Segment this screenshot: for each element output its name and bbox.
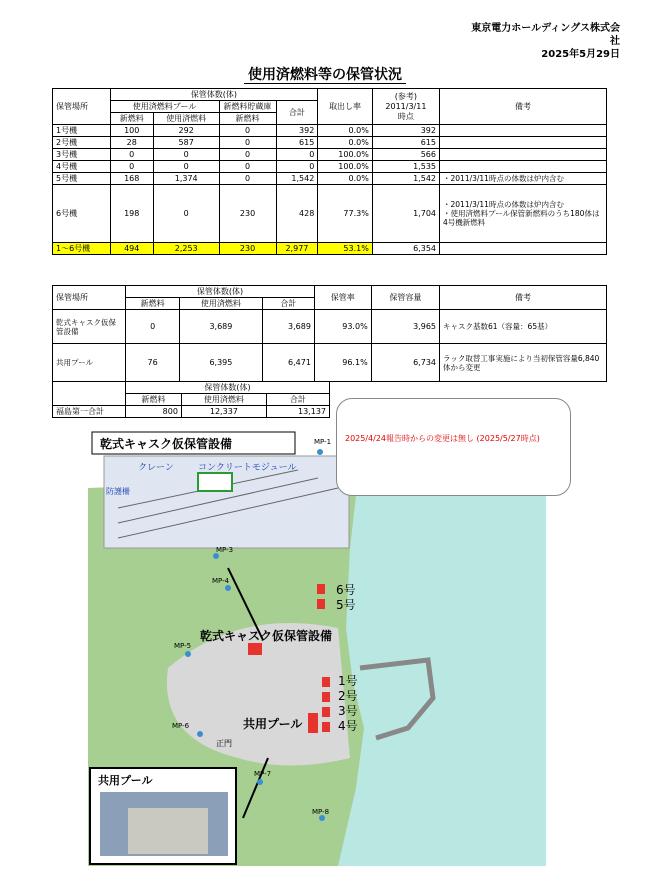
- table-row: 福島第一合計 800 12,337 13,137: [53, 406, 330, 418]
- header: [470, 22, 620, 61]
- svg-text:MP-4: MP-4: [212, 577, 230, 585]
- table-row: 4号機 0 0 0 0 100.0% 1,535: [53, 161, 607, 173]
- table-row: 6号機 198 0 230 428 77.3% 1,704 ・2011/3/11時点の体数は炉内含む ・使用済燃料プール保管新燃料のうち180体は4号機新燃料: [53, 185, 607, 243]
- unit1-label: 1号: [338, 674, 358, 688]
- gate-label: 正門: [216, 739, 232, 748]
- unit5-label: 5号: [336, 598, 356, 612]
- dry-cask-map-label: 乾式キャスク仮保管設備: [200, 629, 333, 643]
- total-table: 保管体数(体) 新燃料 使用済燃料 合計 福島第一合計 800 12,337 13,137: [52, 381, 330, 418]
- dry-cask-title: 乾式キャスク仮保管設備: [100, 437, 233, 451]
- svg-text:MP-5: MP-5: [174, 642, 192, 650]
- table-row: 乾式キャスク仮保管設備 0 3,689 3,689 93.0% 3,965 キャスク基数61（容量：65基）: [53, 310, 607, 344]
- report-date: 2025年5月29日: [541, 49, 620, 60]
- svg-text:MP-7: MP-7: [254, 770, 272, 778]
- table-row: 共用プール 76 6,395 6,471 96.1% 6,734 ラック取替工事実施により当初保管容量6,840体から変更: [53, 344, 607, 382]
- svg-text:MP-6: MP-6: [172, 722, 190, 730]
- fence-label: 防護柵: [106, 487, 130, 496]
- company-name: 東京電力ホールディングス株式会社: [471, 23, 620, 47]
- facility-storage-table: 保管場所 保管体数(体) 保管率 保管容量 備考 新燃料 使用済燃料 合計 乾式キャスク仮保管設備 0 3,689 3,689 93.0% 3,965 キャスク基数61（容量：65基） 共用プール 76 6,395 6,471 96.1% 6,734 ラック取替工事実施により当初保管容量6,840体から変更: [52, 285, 607, 382]
- pool-photo-label: 共用プール: [98, 774, 153, 787]
- svg-text:MP-3: MP-3: [216, 546, 234, 554]
- update-callout: 2025/4/24報告時からの変更は無し (2025/5/27時点): [336, 398, 571, 496]
- svg-text:MP-8: MP-8: [312, 808, 330, 816]
- table-row: 3号機 0 0 0 0 100.0% 566: [53, 149, 607, 161]
- crane-label: クレーン: [138, 463, 174, 473]
- table-row-total: 1～6号機 494 2,253 230 2,977 53.1% 6,354: [53, 243, 607, 255]
- col-place: 保管場所: [53, 89, 111, 125]
- unit-storage-table: 保管場所 保管体数(体) 取出し率 (参考) 2011/3/11 時点 備考 使用済燃料プール 新燃料貯蔵庫 合計 新燃料 使用済燃料 新燃料 1号機 100 292 0 392 0.0% 392 2号機 28 587 0 615 0.0% 615 3号機 0 0 0 0 100.0% 566 4号機 0 0 0 0 100.0% 1,535 5号機 168 1,374 0 1,542 0.0% 1,542 ・2011/3/11時点の体数は炉内含む 6号機 198 0 230 428 77.3% 1,704 ・2011/3/11時点の体数は炉内含む ・使用済燃料プール保管新燃料のうち180体は4号機新燃料 1～6号機 494 2,253 230 2,977 53.1% 6,354: [52, 88, 607, 255]
- module-label: コンクリートモジュール: [198, 463, 297, 473]
- pool-map-label: 共用プール: [243, 717, 303, 731]
- svg-text:MP-1: MP-1: [314, 438, 332, 446]
- unit3-label: 3号: [338, 704, 358, 718]
- crane-shape: [198, 473, 232, 491]
- unit6-label: 6号: [336, 583, 356, 597]
- table-row: 1号機 100 292 0 392 0.0% 392: [53, 125, 607, 137]
- unit2-label: 2号: [338, 689, 358, 703]
- table-row: 5号機 168 1,374 0 1,542 0.0% 1,542 ・2011/3/11時点の体数は炉内含む: [53, 173, 607, 185]
- table-row: 2号機 28 587 0 615 0.0% 615: [53, 137, 607, 149]
- page-title: 使用済燃料等の保管状況: [0, 64, 650, 84]
- unit4-label: 4号: [338, 719, 358, 733]
